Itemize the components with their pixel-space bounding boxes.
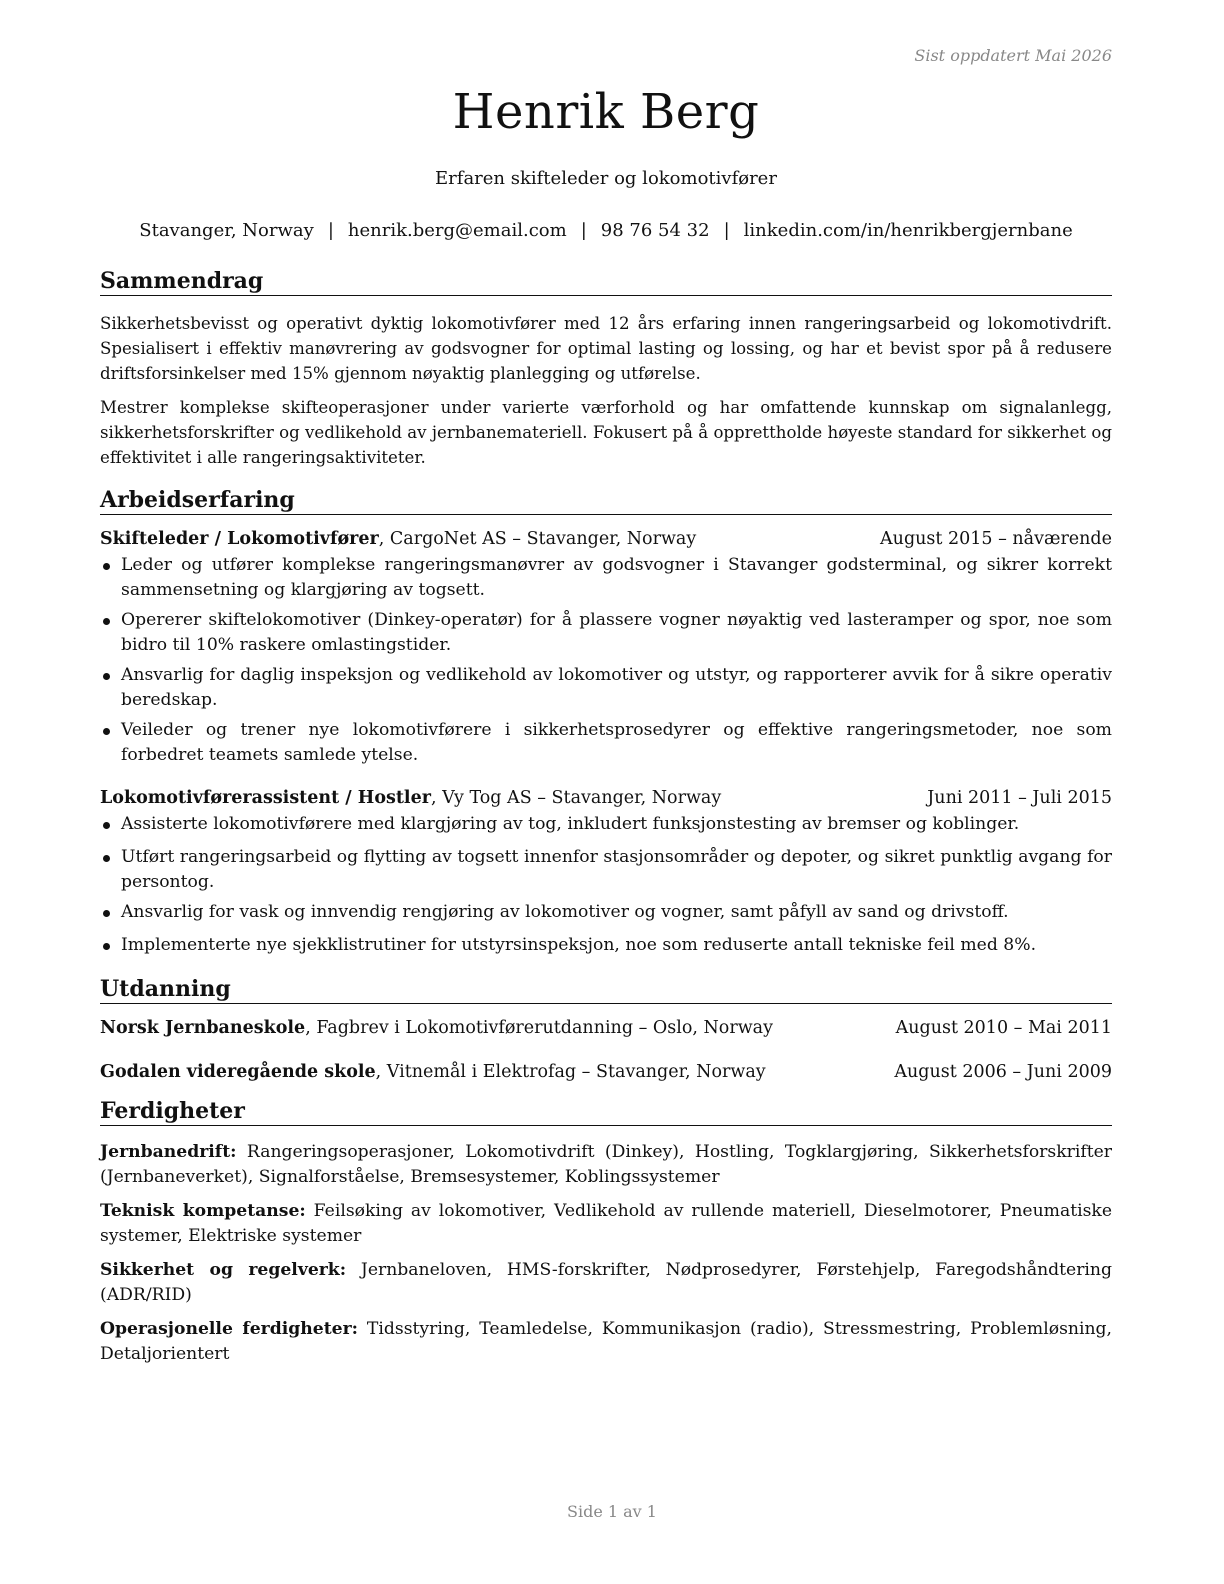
job-bullet: Leder og utfører komplekse rangeringsmanøvrer av godsvogner i Stavanger godsterminal, og sikrer korrekt sammensetning og klargjøring av togsett. bbox=[100, 553, 1112, 603]
section-title-skills: Ferdigheter bbox=[100, 1098, 1112, 1126]
job-bullet: Ansvarlig for daglig inspeksjon og vedlikehold av lokomotiver og utstyr, og rapporterer avvik for å sikre operativ beredskap. bbox=[100, 663, 1112, 713]
job-title-line bbox=[100, 788, 721, 808]
skill-text: Jernbaneloven, HMS-forskrifter, Nødprosedyrer, Førstehjelp, Faregodshåndtering (ADR/RID) bbox=[100, 1260, 1113, 1305]
education-dates: August 2006 – Juni 2009 bbox=[894, 1062, 1112, 1082]
job-bullet: Utført rangeringsarbeid og flytting av togsett innenfor stasjonsområder og depoter, og sikret punktlig avgang for persontog. bbox=[100, 845, 1112, 895]
skill-label: Operasjonelle ferdigheter: bbox=[100, 1319, 358, 1339]
skill-group bbox=[100, 1258, 1112, 1308]
education-school: Godalen videregående skole bbox=[100, 1062, 376, 1082]
contact-linkedin[interactable]: linkedin.com/in/henrikbergjernbane bbox=[743, 220, 1073, 241]
skill-group bbox=[100, 1199, 1112, 1249]
summary-paragraph: Sikkerhetsbevisst og operativt dyktig lokomotivfører med 12 års erfaring innen rangeringsarbeid og lokomotivdrift. Spesialisert i effektiv manøvrering av godsvogner for optimal lasting og lossing, og har et bevist spor på å redusere driftsforsinkelser med 15% gjennom nøyaktig planlegging og utførelse. bbox=[100, 314, 1112, 383]
summary-paragraph: Mestrer komplekse skifteoperasjoner under varierte værforhold og har omfattende kunnskap om signalanlegg, sikkerhetsforskrifter og vedlikehold av jernbanemateriell. Fokusert på å opprettholde høyeste standard for sikkerhet og effektivitet i alle rangeringsaktiviteter. bbox=[100, 398, 1112, 467]
contact-line bbox=[100, 220, 1112, 241]
section-title-summary: Sammendrag bbox=[100, 268, 1112, 296]
candidate-subtitle: Erfaren skifteleder og lokomotivfører bbox=[435, 168, 777, 189]
contact-phone: 98 76 54 32 bbox=[600, 220, 710, 241]
job-role: Lokomotivførerassistent / Hostler bbox=[100, 788, 431, 808]
skill-text: Feilsøking av lokomotiver, Vedlikehold av rullende materiell, Dieselmotorer, Pneumatiske systemer, Elektriske systemer bbox=[100, 1201, 1113, 1246]
job-dates: Juni 2011 – Juli 2015 bbox=[927, 788, 1112, 808]
skill-text: Tidsstyring, Teamledelse, Kommunikasjon (radio), Stressmestring, Problemløsning, Detaljorientert bbox=[100, 1319, 1112, 1364]
skill-text: Rangeringsoperasjoner, Lokomotivdrift (Dinkey), Hostling, Togklargjøring, Sikkerhetsforskrifter (Jernbaneverket), Signalforståelse, Bremsesystemer, Koblingssystemer bbox=[100, 1142, 1112, 1187]
job-bullet: Veileder og trener nye lokomotivførere i sikkerhetsprosedyrer og effektive rangeringsmetoder, noe som forbedret teamets samlede ytelse. bbox=[100, 718, 1112, 768]
section-title-education: Utdanning bbox=[100, 976, 1112, 1004]
skill-label: Teknisk kompetanse: bbox=[100, 1201, 306, 1221]
job-bullets bbox=[100, 812, 1112, 958]
education-dates: August 2010 – Mai 2011 bbox=[895, 1018, 1112, 1038]
candidate-name: Henrik Berg bbox=[452, 84, 760, 140]
education-detail: , Vitnemål i Elektrofag – Stavanger, Norway bbox=[375, 1062, 766, 1082]
job-title-line bbox=[100, 529, 696, 549]
job-header bbox=[100, 788, 1112, 808]
contact-separator: | bbox=[327, 220, 334, 241]
job-header bbox=[100, 529, 1112, 549]
skill-group bbox=[100, 1140, 1112, 1190]
job-role: Skifteleder / Lokomotivfører bbox=[100, 529, 379, 549]
education-school: Norsk Jernbaneskole bbox=[100, 1018, 306, 1038]
contact-location: Stavanger, Norway bbox=[139, 220, 314, 241]
job-bullet: Implementerte nye sjekklistrutiner for utstyrsinspeksjon, noe som reduserte antall tekniske feil med 8%. bbox=[100, 933, 1112, 958]
skill-label: Jernbanedrift: bbox=[100, 1142, 237, 1162]
resume-content bbox=[100, 268, 1112, 1367]
contact-email[interactable]: henrik.berg@email.com bbox=[347, 220, 567, 241]
education-detail: , Fagbrev i Lokomotivførerutdanning – Oslo, Norway bbox=[305, 1018, 774, 1038]
education-title-line bbox=[100, 1062, 766, 1082]
contact-separator: | bbox=[580, 220, 587, 241]
job-company: , CargoNet AS – Stavanger, Norway bbox=[378, 529, 697, 549]
education-title-line bbox=[100, 1018, 773, 1038]
job-bullet: Opererer skiftelokomotiver (Dinkey-operatør) for å plassere vogner nøyaktig ved lasteramper og spor, noe som bidro til 10% raskere omlastingstider. bbox=[100, 608, 1112, 658]
job-company: , Vy Tog AS – Stavanger, Norway bbox=[430, 788, 722, 808]
skill-label: Sikkerhet og regelverk: bbox=[100, 1260, 347, 1280]
contact-separator: | bbox=[723, 220, 730, 241]
section-title-experience: Arbeidserfaring bbox=[100, 487, 1112, 515]
job-bullet: Assisterte lokomotivførere med klargjøring av tog, inkludert funksjonstesting av bremser og koblinger. bbox=[100, 812, 1112, 837]
education-item bbox=[100, 1062, 1112, 1082]
education-item bbox=[100, 1018, 1112, 1038]
job-bullets bbox=[100, 553, 1112, 768]
last-updated: Sist oppdatert Mai 2026 bbox=[914, 46, 1112, 65]
skill-group bbox=[100, 1317, 1112, 1367]
job-bullet: Ansvarlig for vask og innvendig rengjøring av lokomotiver og vogner, samt påfyll av sand og drivstoff. bbox=[100, 900, 1112, 925]
page-number: Side 1 av 1 bbox=[567, 1502, 657, 1521]
job-dates: August 2015 – nåværende bbox=[880, 529, 1112, 549]
